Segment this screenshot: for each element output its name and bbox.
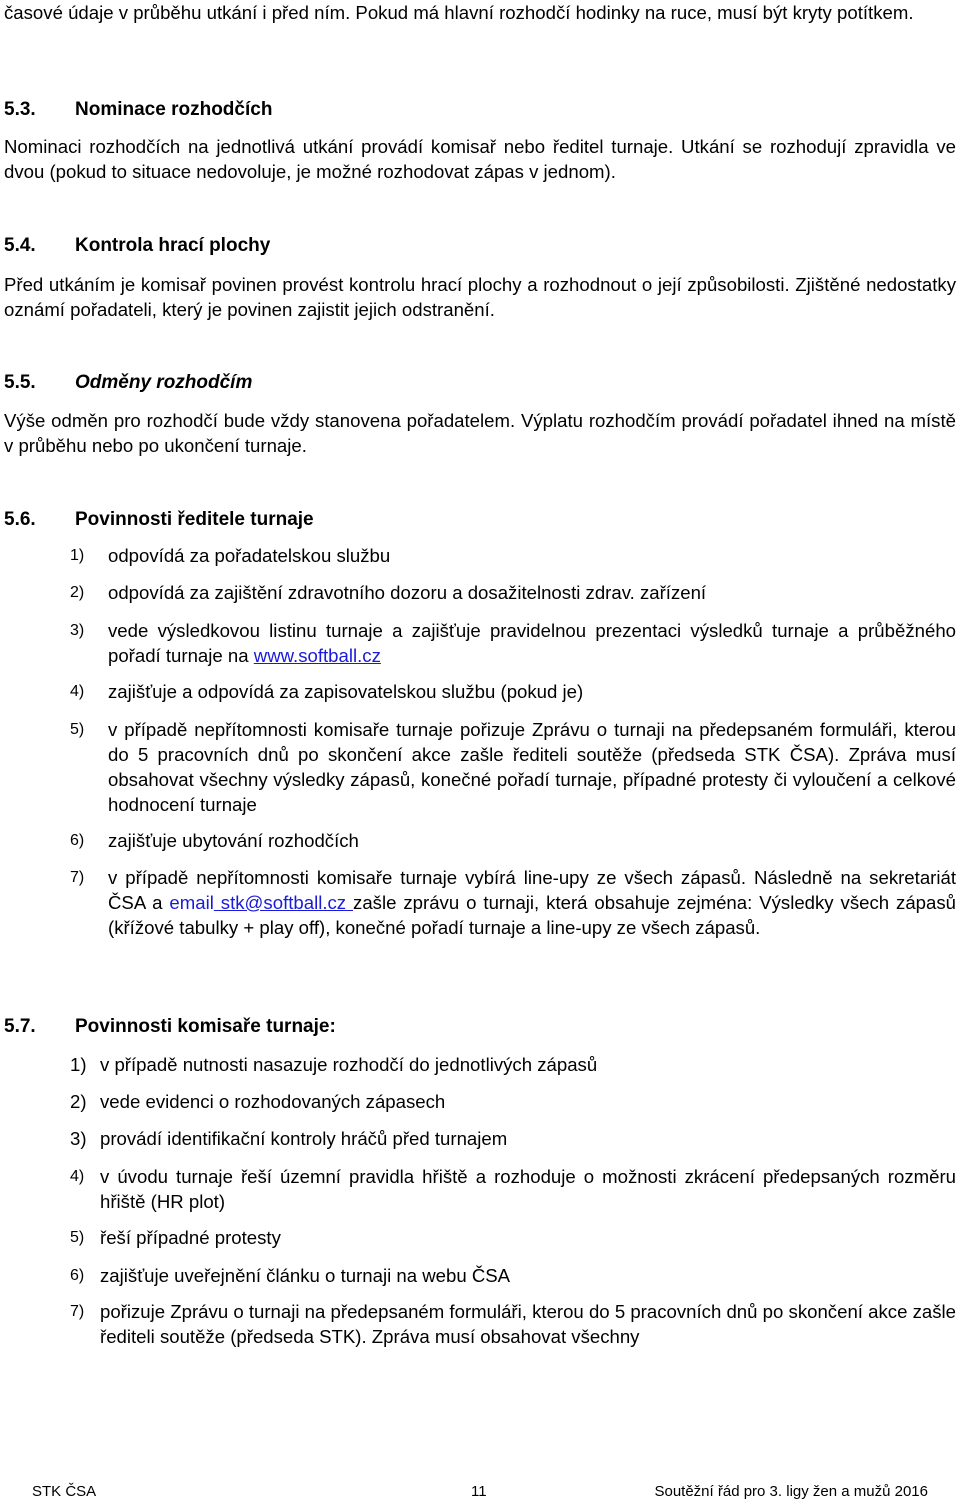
item-text — [108, 865, 956, 940]
item-text-part: zašle zprávu o turnaji, která obsahuje zejména: Výsledky všech zápasů (křížové tabulky + play off), konečné pořadí turnaje a line-upy ze všech zápasů. — [108, 892, 957, 938]
section-number: 5.6. — [4, 509, 36, 530]
item-text: řeší případné protesty — [100, 1227, 281, 1248]
section-title: Nominace rozhodčích — [75, 99, 273, 120]
item-number: 7) — [70, 1303, 85, 1320]
section-title: Kontrola hrací plochy — [75, 235, 271, 256]
email-word: email — [169, 892, 214, 913]
stk-email-link[interactable]: stk@softball.cz — [213, 892, 354, 913]
list-item — [70, 828, 956, 853]
item-text: pořizuje Zprávu o turnaji na předepsaném formuláři, kterou do 5 pracovních dnů po skončení akce zašle řediteli soutěže (předseda STK). Zpráva musí obsahovat všechny — [100, 1301, 956, 1347]
section-number: 5.5. — [4, 372, 36, 393]
section-5-7-heading — [4, 1014, 956, 1039]
list-item — [70, 865, 956, 940]
item-number: 6) — [70, 832, 85, 849]
list-item — [70, 1299, 956, 1349]
item-number: 1) — [70, 1054, 87, 1075]
item-number: 4) — [70, 1168, 85, 1185]
item-text-part: v případě nepřítomnosti komisaře turnaje vybírá line-upy ze všech zápasů. Následně na sekretariát ČSA a — [108, 867, 956, 913]
section-title: Odměny rozhodčím — [75, 372, 253, 393]
item-text-part: vede výsledkovou listinu turnaje a zajišťuje pravidelnou prezentaci výsledků turnaje a průběžného pořadí turnaje na — [108, 620, 956, 666]
list-item — [70, 679, 956, 704]
item-text: odpovídá za zajištění zdravotního dozoru a dosažitelnosti zdrav. zařízení — [108, 582, 707, 603]
list-item — [70, 1225, 956, 1250]
item-number: 2) — [70, 584, 85, 601]
list-item — [70, 717, 956, 817]
item-number: 3) — [70, 622, 85, 639]
list-item — [70, 580, 956, 605]
item-number: 7) — [70, 869, 85, 886]
list-item — [70, 1126, 956, 1151]
item-text — [108, 618, 956, 668]
item-text: vede evidenci o rozhodovaných zápasech — [100, 1091, 446, 1112]
item-number: 5) — [70, 721, 85, 738]
section-5-6-heading — [4, 507, 956, 532]
item-number: 6) — [70, 1267, 85, 1284]
list-item — [70, 1089, 956, 1114]
section-5-5-heading — [4, 370, 956, 395]
softball-website-link[interactable]: www.softball.cz — [253, 645, 381, 666]
footer-right: Soutěžní řád pro 3. ligy žen a mužů 2016 — [654, 1483, 928, 1500]
list-item — [70, 543, 956, 568]
item-text: v úvodu turnaje řeší územní pravidla hřiště a rozhoduje o možnosti zkrácení předepsaných rozměru hřiště (HR plot) — [100, 1166, 956, 1212]
item-text: v případě nepřítomnosti komisaře turnaje pořizuje Zprávu o turnaji na předepsaném formuláři, kterou do 5 pracovních dnů po skončení akce zašle řediteli soutěže (předseda STK ČSA). Zpráva musí obsahovat všechny výsledky zápasů, konečné pořadí turnaje, případné protesty či vyloučení a celkové hodnocení turnaje — [108, 719, 956, 815]
item-text: zajišťuje uveřejnění článku o turnaji na webu ČSA — [100, 1265, 511, 1286]
list-item — [70, 1164, 956, 1214]
item-text: zajišťuje ubytování rozhodčích — [108, 830, 359, 851]
item-number: 2) — [70, 1091, 87, 1112]
section-5-4-heading — [4, 233, 956, 258]
section-5-3-heading — [4, 97, 956, 122]
section-title: Povinnosti ředitele turnaje — [75, 509, 314, 530]
section-5-5-body: Výše odměn pro rozhodčí bude vždy stanovena pořadatelem. Výplatu rozhodčím provádí pořadatel ihned na místě v průběhu nebo po ukončení turnaje. — [4, 410, 956, 456]
section-5-4-body: Před utkáním je komisař povinen provést kontrolu hrací plochy a rozhodnout o její způsobilosti. Zjištěné nedostatky oznámí pořadateli, který je povinen zajistit jejich odstranění. — [4, 274, 956, 320]
item-text: v případě nutnosti nasazuje rozhodčí do jednotlivých zápasů — [100, 1054, 598, 1075]
section-number: 5.7. — [4, 1016, 36, 1037]
list-item — [70, 1052, 956, 1077]
item-text: provádí identifikační kontroly hráčů před turnajem — [100, 1128, 508, 1149]
list-item — [70, 1263, 956, 1288]
section-number: 5.3. — [4, 99, 36, 120]
item-number: 5) — [70, 1229, 85, 1246]
item-number: 4) — [70, 683, 85, 700]
section-5-3-body: Nominaci rozhodčích na jednotlivá utkání provádí komisař nebo ředitel turnaje. Utkání se rozhodují zpravidla ve dvou (pokud to situace nedovoluje, je možné rozhodovat zápas v jednom). — [4, 136, 956, 182]
footer-page-number: 11 — [471, 1483, 487, 1500]
item-text: odpovídá za pořadatelskou službu — [108, 545, 391, 566]
footer-left: STK ČSA — [32, 1483, 97, 1500]
intro-paragraph: časové údaje v průběhu utkání i před ním. Pokud má hlavní rozhodčí hodinky na ruce, musí být kryty potítkem. — [4, 2, 914, 23]
section-number: 5.4. — [4, 235, 36, 256]
item-text: zajišťuje a odpovídá za zapisovatelskou službu (pokud je) — [108, 681, 584, 702]
item-number: 1) — [70, 547, 85, 564]
section-title: Povinnosti komisaře turnaje: — [75, 1016, 336, 1037]
list-item — [70, 618, 956, 668]
item-number: 3) — [70, 1128, 87, 1149]
